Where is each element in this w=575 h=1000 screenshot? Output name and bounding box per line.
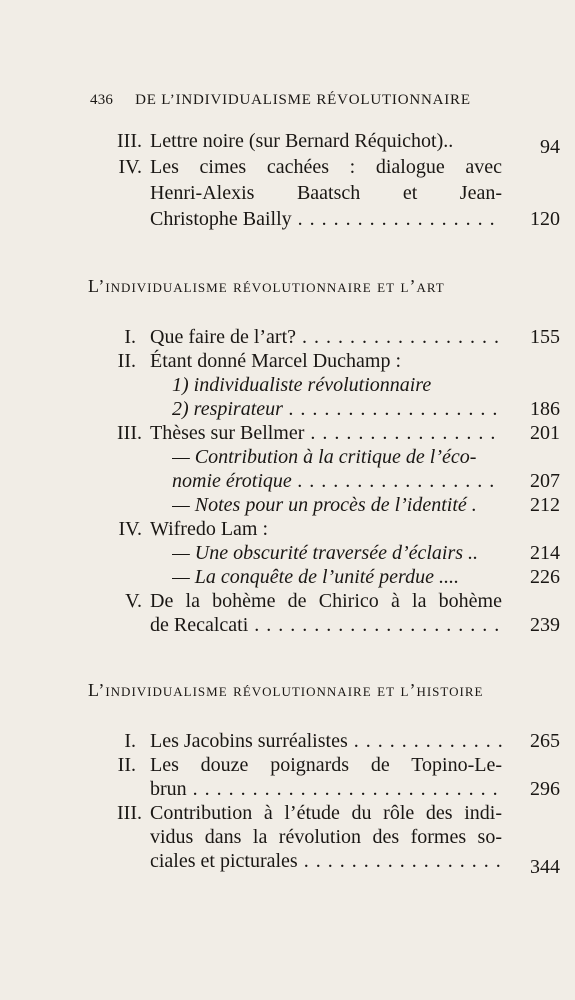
toc-entry [0, 728, 575, 754]
subentry-title: — Contribution à la critique de l’éco- [172, 446, 477, 468]
toc-entry [0, 154, 575, 180]
entry-page: 207 [530, 470, 560, 492]
running-head [90, 92, 510, 109]
entry-title: Les Jacobins surréalistes . . . [150, 728, 502, 754]
entry-number: III. [117, 802, 142, 824]
entry-title-line: Christophe Bailly . . . [150, 206, 502, 232]
entry-title-line: Les cimes cachées : dialogue avec [150, 156, 502, 178]
entry-page: 214 [530, 542, 560, 564]
toc-entry [0, 752, 575, 778]
entry-number: IV. [118, 518, 142, 540]
toc-entry [0, 348, 575, 374]
entry-page: 186 [530, 398, 560, 420]
entry-title: Lettre noire (sur Bernard Réquichot).. [150, 130, 454, 152]
entry-title-line: brun . . . [150, 776, 502, 802]
entry-title-line: Contribution à l’étude du rôle des indi- [150, 802, 502, 824]
subentry-title: nomie érotique . . . [172, 468, 502, 494]
entry-page: 239 [530, 614, 560, 636]
running-title: DE L’INDIVIDUALISME RÉVOLUTIONNAIRE [135, 92, 471, 108]
entry-title-line: ciales et picturales . . . [150, 848, 502, 874]
toc-subentry [0, 444, 575, 470]
subentry-title: 1) individualiste révolutionnaire [172, 374, 432, 396]
toc-subentry [0, 492, 575, 518]
entry-number: III. [117, 130, 142, 152]
toc-subentry [0, 564, 575, 590]
entry-title-line: De la bohème de Chirico à la bohème [150, 590, 502, 612]
entry-page: 265 [530, 730, 560, 752]
toc-entry-cont [0, 612, 575, 638]
entry-title: Étant donné Marcel Duchamp : [150, 350, 402, 372]
entry-page: 155 [530, 326, 560, 348]
subentry-title: — Une obscurité traversée d’éclairs .. [172, 542, 479, 564]
entry-page: 226 [530, 566, 560, 588]
entry-page: 201 [530, 422, 560, 444]
toc-entry [0, 420, 575, 446]
toc-entry [0, 324, 575, 350]
entry-number: I. [124, 326, 136, 348]
toc-entry-cont [0, 180, 575, 206]
toc-subentry [0, 396, 575, 422]
subentry-title: 2) respirateur . . . [172, 396, 502, 422]
toc-subentry [0, 468, 575, 494]
subentry-title: — Notes pour un procès de l’identité . [172, 494, 477, 516]
entry-title-line: vidus dans la révolution des formes so- [150, 826, 502, 848]
entry-page: 120 [530, 208, 560, 230]
page-number: 436 [90, 92, 114, 108]
entry-page: 344 [530, 856, 560, 878]
toc-subentry [0, 540, 575, 566]
entry-number: II. [117, 350, 136, 372]
toc-subentry [0, 372, 575, 398]
toc-entry [0, 516, 575, 542]
toc-entry [0, 588, 575, 614]
entry-page: 212 [530, 494, 560, 516]
entry-number: IV. [118, 156, 142, 178]
section-title: L’individualisme révolutionnaire et l’art [88, 276, 445, 296]
toc-entry-cont [0, 206, 575, 232]
entry-page: 94 [540, 136, 560, 158]
entry-title-line: de Recalcati . . . [150, 612, 502, 638]
entry-title-line: Les douze poignards de Topino-Le- [150, 754, 502, 776]
toc-entry [0, 128, 575, 158]
entry-page: 296 [530, 778, 560, 800]
entry-title: Thèses sur Bellmer . . . [150, 420, 502, 446]
entry-number: II. [117, 754, 136, 776]
section-title: L’individualisme révolutionnaire et l’histoire [88, 680, 484, 700]
entry-number: V. [125, 590, 142, 612]
toc-entry-cont [0, 824, 575, 850]
toc-entry [0, 800, 575, 826]
toc-entry-cont [0, 776, 575, 802]
entry-number: I. [124, 730, 136, 752]
subentry-title: — La conquête de l’unité perdue .... [172, 566, 459, 588]
entry-number: III. [117, 422, 142, 444]
entry-title: Que faire de l’art? . . . [150, 324, 502, 350]
entry-title-line: Henri-Alexis Baatsch et Jean- [150, 182, 502, 204]
toc-entry-cont [0, 848, 575, 878]
entry-title: Wifredo Lam : [150, 518, 269, 540]
